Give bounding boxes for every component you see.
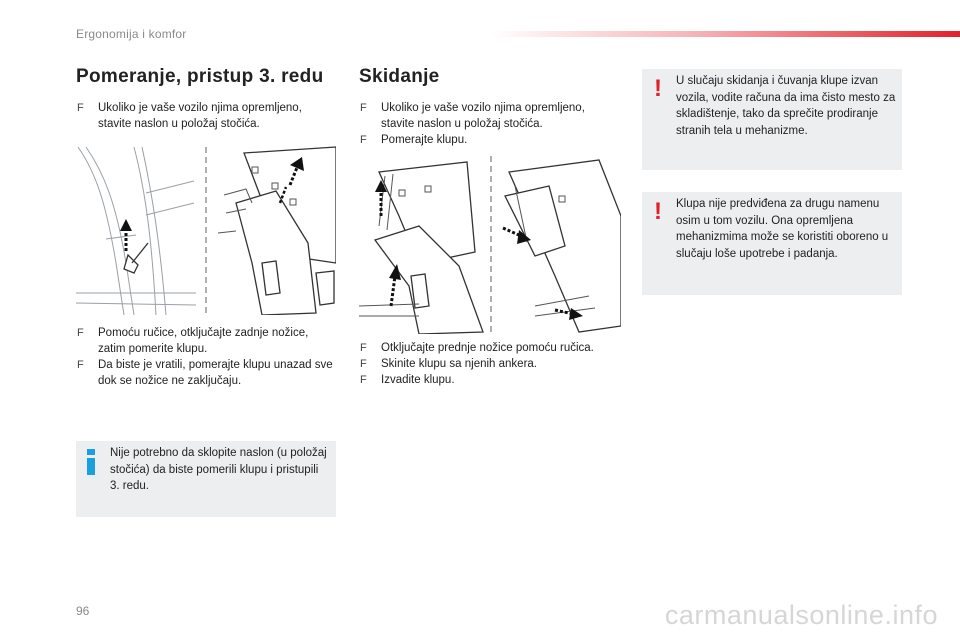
list-item: F Izvadite klupu. xyxy=(360,374,455,386)
list-item: F Pomerajte klupu. xyxy=(360,134,468,146)
list-item: F Pomoću ručice, otključajte zadnje nožice, zatim pomerite klupu. xyxy=(77,327,309,355)
warning-text-storage: U slučaju skidanja i čuvanja klupe izvan vozila, vodite računa da ima čisto mesto za skladištenje, tako da sprečite prodiranje stranih tela u mehanizme. xyxy=(676,75,896,137)
list-item: F Ukoliko je vaše vozilo njima opremljeno, stavite naslon u položaj stočića. xyxy=(360,102,585,130)
middle-section-title: Skidanje xyxy=(359,66,440,87)
section-header: Ergonomija i komfor xyxy=(76,27,187,41)
checkbox-bullet-icon: F xyxy=(360,342,367,354)
list-item: F Skinite klupu sa njenih ankera. xyxy=(360,358,537,370)
warning-icon: ! xyxy=(654,75,662,102)
warning-text-usage: Klupa nije predviđena za drugu namenu osim u tom vozilu. Ona opremljena mehanizmima može se koristiti oboreno u slučaju loše upotrebe i padanja. xyxy=(676,198,889,260)
checkbox-bullet-icon: F xyxy=(360,134,367,146)
list-item: F Da biste je vratili, pomerajte klupu unazad sve dok se nožice ne zaključaju. xyxy=(77,359,333,387)
list-item: F Ukoliko je vaše vozilo njima opremljeno, stavite naslon u položaj stočića. xyxy=(77,102,302,130)
info-note-box xyxy=(76,441,336,517)
watermark: carmanualsonline.info xyxy=(664,600,938,630)
page-number: 96 xyxy=(76,604,90,618)
checkbox-bullet-icon: F xyxy=(77,102,84,114)
list-item: F Otključajte prednje nožice pomoću ručica. xyxy=(360,342,594,354)
checkbox-bullet-icon: F xyxy=(77,359,84,371)
left-bullets-bottom xyxy=(76,325,338,389)
checkbox-bullet-icon: F xyxy=(360,102,367,114)
checkbox-bullet-icon: F xyxy=(360,374,367,386)
seat-sliding-illustration xyxy=(76,143,336,315)
info-note-text: Nije potrebno da sklopite naslon (u položaj stočića) da biste pomerili klupu i pristupili 3. redu. xyxy=(110,447,327,492)
left-section-title: Pomeranje, pristup 3. redu xyxy=(76,66,324,87)
warning-box-usage xyxy=(642,192,902,295)
header-accent-bar xyxy=(490,31,960,37)
left-bullets-top xyxy=(76,100,338,132)
checkbox-bullet-icon: F xyxy=(77,327,84,339)
warning-box-storage xyxy=(642,69,902,170)
seat-removal-drawing xyxy=(359,156,621,334)
middle-bullets-top xyxy=(359,100,621,148)
checkbox-bullet-icon: F xyxy=(360,358,367,370)
middle-bullets-bottom xyxy=(359,340,621,388)
seat-sliding-drawing xyxy=(76,143,336,315)
info-icon xyxy=(86,449,96,475)
seat-removal-illustration xyxy=(359,156,621,334)
warning-icon: ! xyxy=(654,198,662,225)
